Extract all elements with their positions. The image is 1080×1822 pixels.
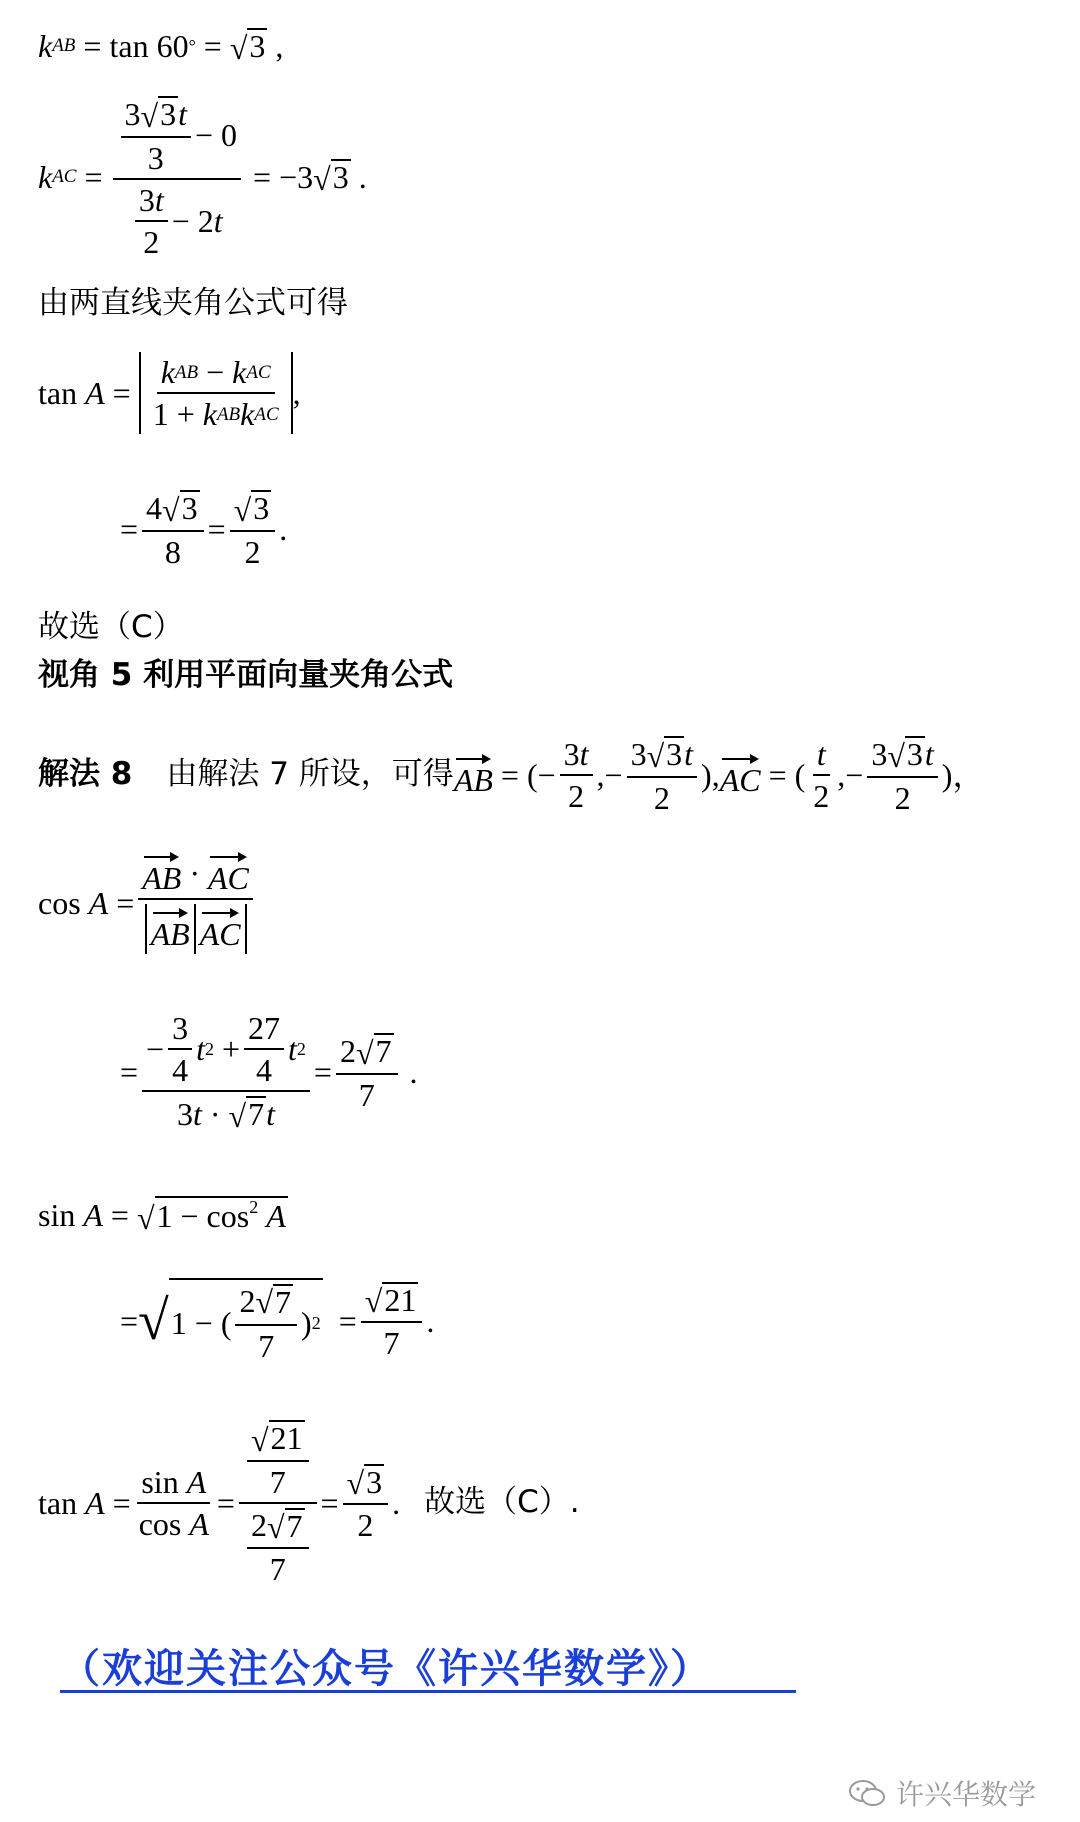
method-text: 由解法 7 所设，可得: [166, 756, 454, 793]
eq-sin-a-def: sin A = √ $1 - \cos^2 A$: [38, 1196, 286, 1236]
text-angle-formula: 由两直线夹角公式可得: [38, 285, 348, 321]
eq-tan-a-final: tan A = sin A cos A = √ 21 7 2 √ 7 7 = √ 3 2 . 故选（C）.: [38, 1420, 580, 1588]
eq-cos-a-def: cos A = AB · AC AB AC: [38, 852, 257, 954]
wechat-icon: [848, 1778, 886, 1808]
promo-underline: [60, 1690, 796, 1693]
eq-kac: k AC = 3 √ 3 t 3 − 0 3 t 2 − 2 t = −3 √ 3 .: [38, 95, 367, 260]
eq-vectors: 解法 8 由解法 7 所设，可得 AB = (− 3 t 2 ,− 3 √ 3 t 2 ), AC = ( $\frac{t}{2}$ ,− 3 √ 3 t 2 )，: [38, 735, 985, 816]
answer-choice: 故选（C）: [38, 609, 184, 645]
eq-sin-a-value: = √ 1 − ( 2 √ 7 7 ) 2 = √ 21 7 .: [120, 1278, 434, 1363]
watermark-text: 许兴华数学: [896, 1778, 1037, 1811]
eq-kab: k AB = tan 60 ° = √ 3 ,: [38, 27, 284, 66]
eq-tan-a-value: = 4 √ 3 8 = √ 3 2 .: [120, 489, 288, 570]
eq-cos-a-value: = − $\frac{3}{4}$ t 2 + $\frac{27}{4}$ t 2 3 t · √ 7 t = 2 √ 7 7 .: [120, 1010, 418, 1134]
method-label: 解法 8: [38, 756, 133, 793]
final-answer: 故选（C）.: [424, 1484, 580, 1521]
eq-tan-a-abs: tan A = k AB − k AC 1 + k AB k AC ,: [38, 354, 301, 432]
promo-link[interactable]: （欢迎关注公众号《许兴华数学》）: [60, 1645, 712, 1692]
section-heading: 视角 5 利用平面向量夹角公式: [38, 657, 454, 693]
watermark: [848, 1773, 1036, 1813]
